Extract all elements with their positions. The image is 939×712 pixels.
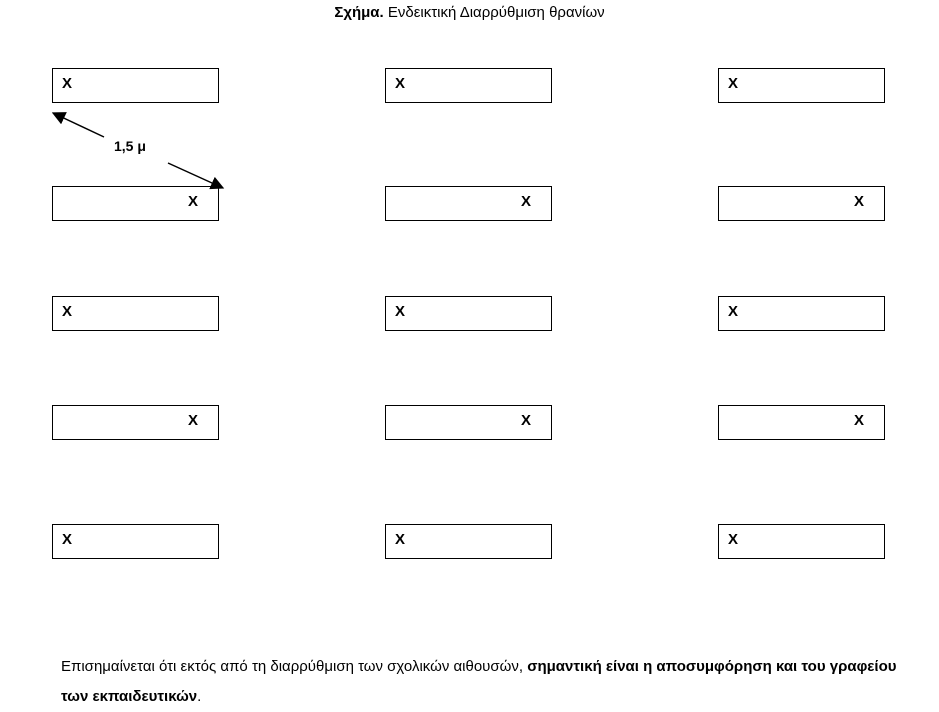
seat-mark: Χ bbox=[395, 303, 406, 320]
caption-label: Σχήμα. bbox=[334, 4, 384, 21]
seat-mark: Χ bbox=[62, 75, 73, 92]
note-paragraph bbox=[61, 652, 901, 712]
distance-label: 1,5 μ bbox=[114, 138, 146, 154]
seat-mark: Χ bbox=[520, 193, 531, 210]
seat-mark: Χ bbox=[520, 412, 531, 429]
arrow-segment-upper bbox=[53, 113, 104, 137]
seat-mark: Χ bbox=[187, 412, 198, 429]
seat-mark: Χ bbox=[62, 531, 73, 548]
note-end: . bbox=[197, 688, 202, 705]
note-text: Επισημαίνεται ότι εκτός από τη διαρρύθμιση των σχολικών αιθουσών, bbox=[61, 658, 528, 675]
seat-mark: Χ bbox=[728, 75, 739, 92]
seat-mark: Χ bbox=[728, 531, 739, 548]
caption-text: Ενδεικτική Διαρρύθμιση θρανίων bbox=[387, 4, 605, 21]
seat-mark: Χ bbox=[395, 75, 406, 92]
note-emphasis: σημαντική είναι η αποσυμφόρηση και του γραφείου των εκπαιδευτικών bbox=[61, 658, 897, 705]
seat-mark: Χ bbox=[728, 303, 739, 320]
seat-mark: Χ bbox=[395, 531, 406, 548]
arrow-segment-lower bbox=[168, 163, 223, 188]
seat-mark: Χ bbox=[62, 303, 73, 320]
seat-mark: Χ bbox=[853, 193, 864, 210]
seat-mark: Χ bbox=[853, 412, 864, 429]
seat-mark: Χ bbox=[187, 193, 198, 210]
